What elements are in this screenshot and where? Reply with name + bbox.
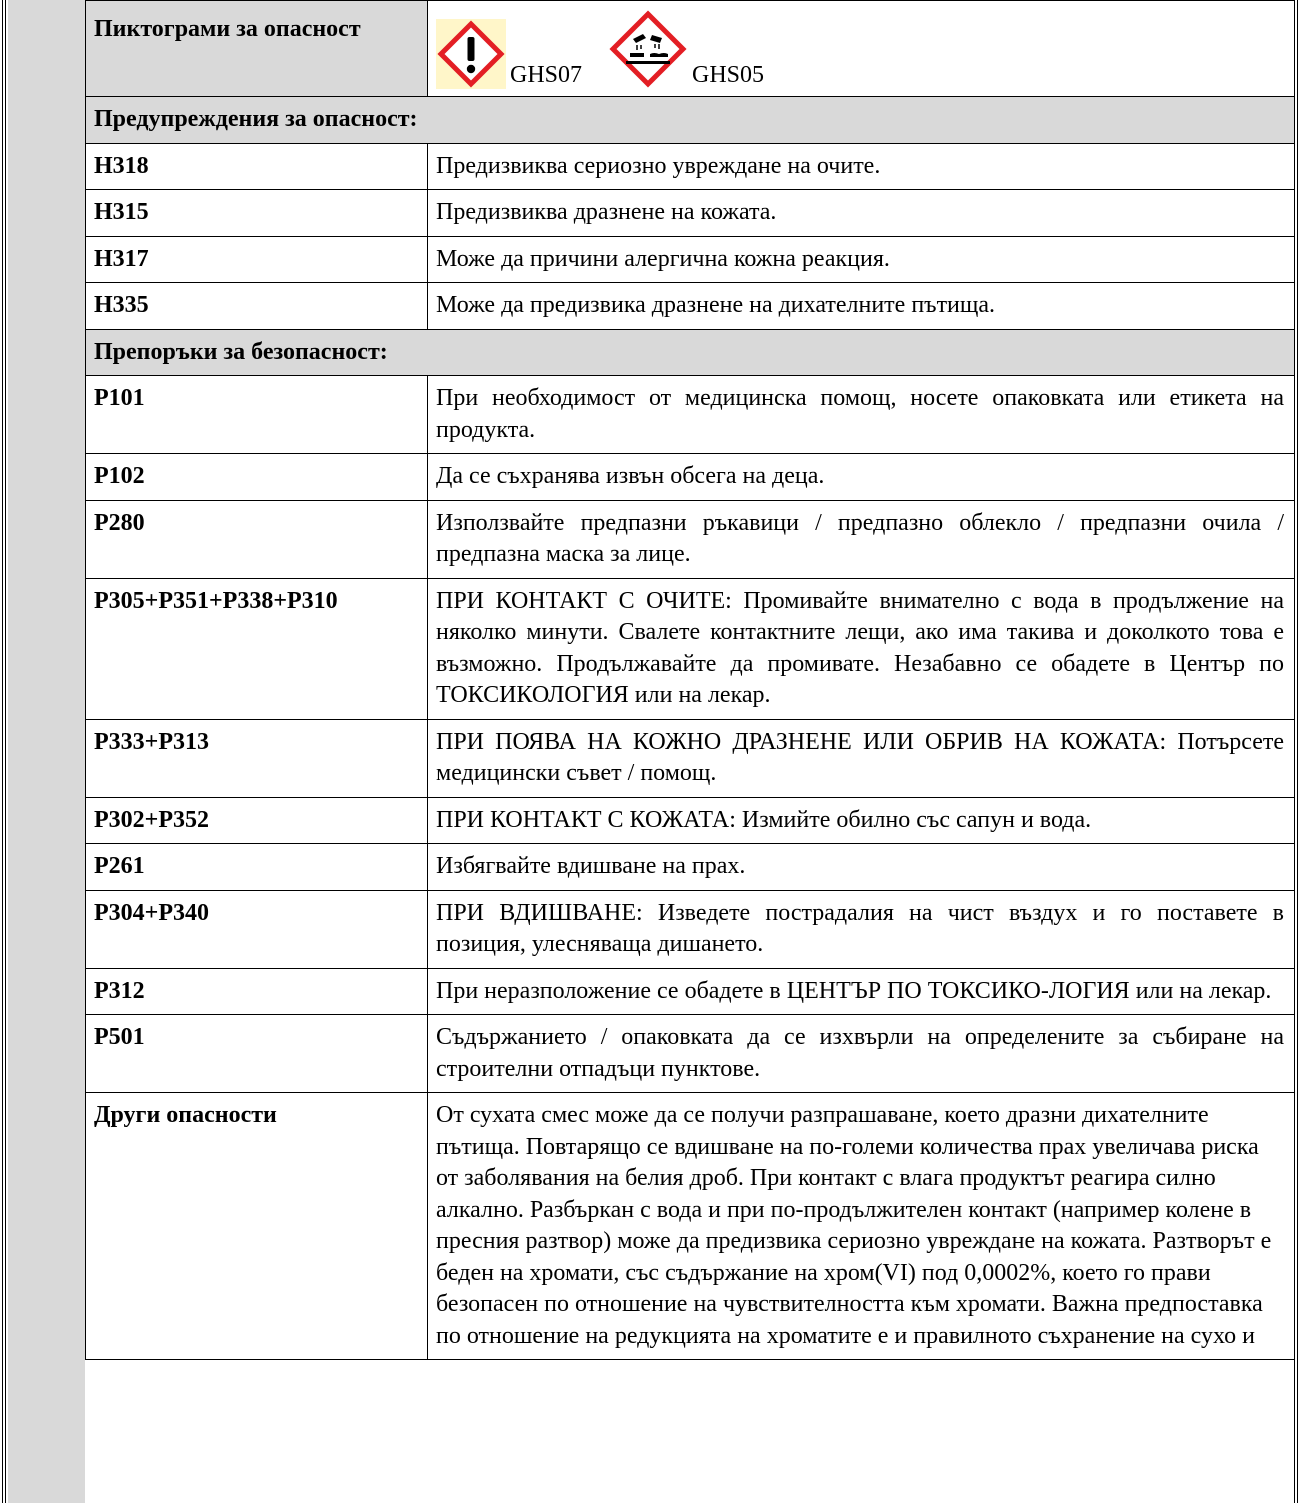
statement-code: P261 [86, 844, 428, 891]
statement-text: Да се съхранява извън обсега на деца. [428, 454, 1295, 501]
pictograms-cell [428, 1, 1295, 97]
pictograms-label: Пиктограми за опасност [86, 1, 428, 97]
pictogram-code: GHS05 [692, 62, 765, 88]
statement-code: P312 [86, 968, 428, 1015]
statement-code: P304+P340 [86, 890, 428, 968]
statement-row [86, 1015, 1295, 1093]
pictogram-ghs05 [608, 9, 764, 89]
statement-row [86, 719, 1295, 797]
statement-code: P333+P313 [86, 719, 428, 797]
corrosion-icon [608, 9, 688, 89]
statement-code: P101 [86, 376, 428, 454]
statement-row [86, 283, 1295, 330]
statement-code: H317 [86, 236, 428, 283]
exclamation-mark-icon [436, 19, 506, 89]
pictogram-code: GHS07 [510, 62, 583, 88]
statement-row [86, 890, 1295, 968]
statement-text: Предизвиква сериозно увреждане на очите. [428, 143, 1295, 190]
statement-row [86, 500, 1295, 578]
other-hazards-label: Други опасности [86, 1093, 428, 1360]
statement-text: Съдържанието / опаковката да се изхвърли на определените за събиране на строителни отпадъци пунктове. [428, 1015, 1295, 1093]
statement-row [86, 797, 1295, 844]
statement-code: H315 [86, 190, 428, 237]
statement-row [86, 143, 1295, 190]
statement-row [86, 968, 1295, 1015]
statement-text: Използвайте предпазни ръкавици / предпазно облекло / предпазни очила / предпазна маска за лице. [428, 500, 1295, 578]
left-margin-strip [8, 0, 85, 1503]
statement-text: Избягвайте вдишване на прах. [428, 844, 1295, 891]
statement-code: P302+P352 [86, 797, 428, 844]
statement-row [86, 578, 1295, 719]
statement-text: Може да предизвика дразнене на дихателните пътища. [428, 283, 1295, 330]
statement-code: H318 [86, 143, 428, 190]
safety-data-table [85, 0, 1295, 1360]
statement-text: При необходимост от медицинска помощ, носете опаковката или етикета на продукта. [428, 376, 1295, 454]
statement-code: P280 [86, 500, 428, 578]
statement-row [86, 236, 1295, 283]
pictograms-row [86, 1, 1295, 97]
other-hazards-row [86, 1093, 1295, 1360]
other-hazards-text: От сухата смес може да се получи разпрашаване, което дразни дихателните пътища. Повтарящо се вдишване на по-големи количества прах увеличава риска от заболявания на белия дроб. При контакт с влага продуктът реагира силно алкално. Разбъркан с вода и при по-продължителен контакт (например колене в пресния разтвор) може да предизвика сериозно увреждане на кожата. Разтворът е беден на хромати, със съдържание на хром(VI) под 0,0002%, което го прави безопасен по отношение на чувствителността към хромати. Важна предпоставка по отношение на редукцията на хроматите е и правилното съхранение на сухо и [428, 1093, 1295, 1360]
section-header-row [86, 329, 1295, 376]
statement-text: ПРИ КОНТАКТ С ОЧИТЕ: Промивайте внимателно с вода в продължение на няколко минути. Свалете контактните лещи, ако има такива и доколкото това е възможно. Продължавайте да промивате. Незабавно се обадете в Център по ТОКСИКОЛОГИЯ или на лекар. [428, 578, 1295, 719]
statement-code: P102 [86, 454, 428, 501]
statement-text: ПРИ КОНТАКТ С КОЖАТА: Измийте обилно със сапун и вода. [428, 797, 1295, 844]
section-title: Предупреждения за опасност: [86, 97, 1295, 144]
pictogram-ghs07 [436, 19, 582, 89]
statement-code: P305+P351+P338+P310 [86, 578, 428, 719]
statement-text: Предизвиква дразнене на кожата. [428, 190, 1295, 237]
statement-row [86, 844, 1295, 891]
statement-row [86, 190, 1295, 237]
statement-text: ПРИ ПОЯВА НА КОЖНО ДРАЗНЕНЕ ИЛИ ОБРИВ НА КОЖАТА: Потърсете медицински съвет / помощ. [428, 719, 1295, 797]
statement-text: При неразположение се обадете в ЦЕНТЪР ПО ТОКСИКО-ЛОГИЯ или на лекар. [428, 968, 1295, 1015]
statement-code: H335 [86, 283, 428, 330]
statement-code: P501 [86, 1015, 428, 1093]
section-title: Препоръки за безопасност: [86, 329, 1295, 376]
section-header-row [86, 97, 1295, 144]
statement-text: Може да причини алергична кожна реакция. [428, 236, 1295, 283]
statement-row [86, 454, 1295, 501]
statement-text: ПРИ ВДИШВАНЕ: Изведете пострадалия на чист въздух и го поставете в позиция, улесняваща дишането. [428, 890, 1295, 968]
statement-row [86, 376, 1295, 454]
